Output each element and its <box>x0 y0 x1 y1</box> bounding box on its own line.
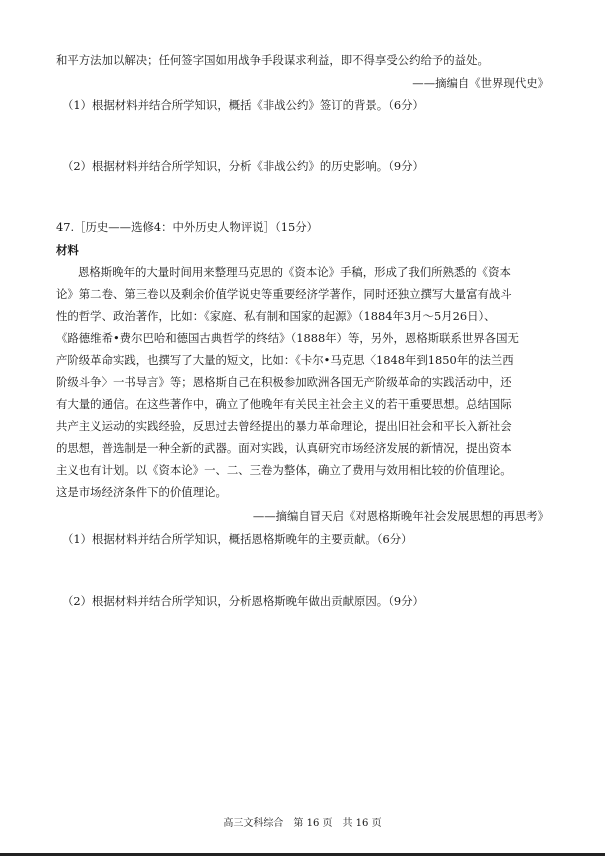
material-line: 产阶级革命实践，也撰写了大量的短文，比如：《卡尔•马克思〈1848年到1850年的法兰西 <box>56 353 514 367</box>
material-line: 主义也有计划。以《资本论》一、二、三卷为整体，确立了费用与效用相比较的价值理论。 <box>56 463 512 477</box>
question-47-header: 47.［历史——选修4：中外历史人物评说］（15分） <box>56 220 318 234</box>
material-line: 的思想，普选制是一种全新的武器。面对实践，认真研究市场经济发展的新情况，提出资本 <box>56 441 512 455</box>
material-line: 有大量的通信。在这些著作中，确立了他晚年有关民主社会主义的若干重要思想。总结国际 <box>56 397 512 411</box>
material-line: 阶级斗争〉一书导言》等；恩格斯自己在积极参加欧洲各国无产阶级革命的实践活动中，还 <box>56 375 512 389</box>
material-line: 恩格斯晚年的大量时间用来整理马克思的《资本论》手稿，形成了我们所熟悉的《资本 <box>78 265 511 279</box>
material-line: 论》第二卷、第三卷以及剩余价值学说史等重要经济学著作，同时还独立撰写大量富有战斗 <box>56 287 512 301</box>
page-footer: 高三文科综合 第 16 页 共 16 页 <box>223 818 382 829</box>
material-source: ——摘编自冒天启《对恩格斯晚年社会发展思想的再思考》 <box>252 509 549 523</box>
material-source: ——摘编自《世界现代史》 <box>412 76 549 90</box>
question-47-sub2: （2）根据材料并结合所学知识，分析恩格斯晚年做出贡献原因。（9分） <box>62 594 424 608</box>
question-47-sub1: （1）根据材料并结合所学知识，概括恩格斯晚年的主要贡献。（6分） <box>62 532 413 546</box>
material-line: 共产主义运动的实践经验，反思过去曾经提出的暴力革命理论，提出旧社会和平长入新社会 <box>56 419 512 433</box>
question-46-sub1: （1）根据材料并结合所学知识，概括《非战公约》签订的背景。（6分） <box>62 98 424 112</box>
material-line: 《路德维希•费尔巴哈和德国古典哲学的终结》（1888年）等，另外，恩格斯联系世界各国无 <box>56 331 519 345</box>
material-line: 这是市场经济条件下的价值理论。 <box>56 485 227 499</box>
material-line: 性的哲学、政治著作，比如：《家庭、私有制和国家的起源》（1884年3月～5月26日）、 <box>56 309 496 323</box>
material-label: 材料 <box>56 243 79 257</box>
material-continuation-line: 和平方法加以解决；任何签字国如用战争手段谋求利益，即不得享受公约给予的益处。 <box>56 53 489 67</box>
question-46-sub2: （2）根据材料并结合所学知识，分析《非战公约》的历史影响。（9分） <box>62 159 424 173</box>
